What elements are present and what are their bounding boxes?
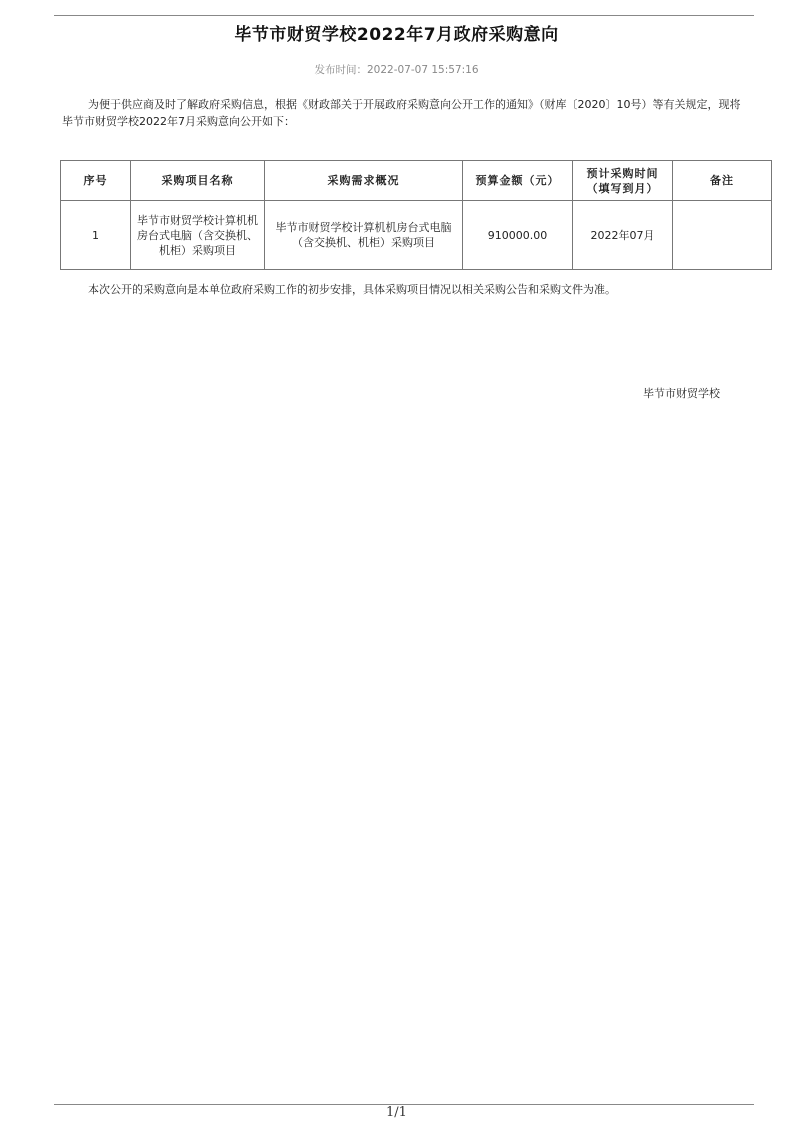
page-indicator: 1/1 (386, 1105, 407, 1120)
page-title: 毕节市财贸学校2022年7月政府采购意向 (234, 25, 559, 45)
cell-summary: 毕节市财贸学校计算机机房台式电脑（含交换机、机柜）采购项目 (265, 201, 463, 270)
cell-budget: 910000.00 (463, 201, 573, 270)
publish-time: 发布时间：2022-07-07 15:57:16 (314, 64, 479, 76)
header-remark: 备注 (673, 161, 772, 201)
cell-seq: 1 (61, 201, 131, 270)
intro-paragraph: 为便于供应商及时了解政府采购信息，根据《财政部关于开展政府采购意向公开工作的通知》（财库〔2020〕10号）等有关规定，现将毕节市财贸学校2022年7月采购意向公开如下： (62, 98, 741, 128)
signature: 毕节市财贸学校 (643, 387, 720, 400)
top-rule (54, 15, 754, 16)
header-summary: 采购需求概况 (265, 161, 463, 201)
header-project-name: 采购项目名称 (131, 161, 265, 201)
cell-remark (673, 201, 772, 270)
table-row (61, 201, 772, 270)
header-seq: 序号 (61, 161, 131, 201)
header-budget: 预算金额（元） (463, 161, 573, 201)
cell-time: 2022年07月 (573, 201, 673, 270)
header-time: 预计采购时间（填写到月） (573, 161, 673, 201)
procurement-table (60, 160, 772, 270)
table-header-row (61, 161, 772, 201)
footnote-paragraph: 本次公开的采购意向是本单位政府采购工作的初步安排，具体采购项目情况以相关采购公告和采购文件为准。 (88, 283, 616, 296)
cell-project-name: 毕节市财贸学校计算机机房台式电脑（含交换机、机柜）采购项目 (131, 201, 265, 270)
